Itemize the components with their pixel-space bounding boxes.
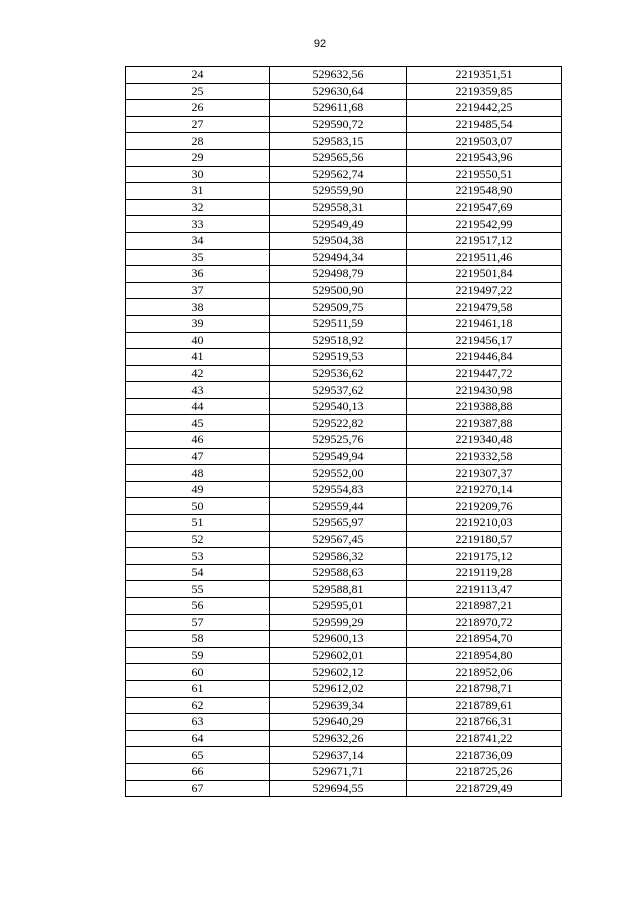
point-number-cell: 42 [126,365,270,382]
point-number-cell: 50 [126,498,270,515]
table-row [126,349,562,366]
x-coordinate-cell: 529590,72 [270,116,407,133]
y-coordinate-cell: 2219340,48 [407,432,562,449]
table-row [126,166,562,183]
point-number-cell: 39 [126,315,270,332]
x-coordinate-cell: 529554,83 [270,481,407,498]
table-row [126,149,562,166]
y-coordinate-cell: 2219479,58 [407,299,562,316]
point-number-cell: 47 [126,448,270,465]
table-row [126,415,562,432]
table-row [126,199,562,216]
point-number-cell: 59 [126,647,270,664]
coordinates-table [125,66,562,797]
x-coordinate-cell: 529640,29 [270,714,407,731]
table-row [126,465,562,482]
x-coordinate-cell: 529632,56 [270,67,407,84]
table-row [126,365,562,382]
table-row [126,481,562,498]
table-row [126,183,562,200]
page-number: 92 [313,38,327,50]
x-coordinate-cell: 529500,90 [270,282,407,299]
point-number-cell: 55 [126,581,270,598]
y-coordinate-cell: 2219543,96 [407,149,562,166]
point-number-cell: 46 [126,432,270,449]
x-coordinate-cell: 529612,02 [270,680,407,697]
x-coordinate-cell: 529600,13 [270,631,407,648]
point-number-cell: 65 [126,747,270,764]
table-row [126,67,562,84]
y-coordinate-cell: 2219175,12 [407,548,562,565]
y-coordinate-cell: 2219442,25 [407,100,562,117]
point-number-cell: 57 [126,614,270,631]
point-number-cell: 62 [126,697,270,714]
x-coordinate-cell: 529567,45 [270,531,407,548]
x-coordinate-cell: 529565,56 [270,149,407,166]
table-row [126,83,562,100]
table-row [126,332,562,349]
x-coordinate-cell: 529509,75 [270,299,407,316]
y-coordinate-cell: 2219456,17 [407,332,562,349]
y-coordinate-cell: 2219119,28 [407,564,562,581]
table-row [126,216,562,233]
table-row [126,398,562,415]
coordinates-table-body [126,67,562,797]
x-coordinate-cell: 529586,32 [270,548,407,565]
table-row [126,564,562,581]
table-row [126,680,562,697]
x-coordinate-cell: 529498,79 [270,266,407,283]
table-row [126,266,562,283]
table-row [126,581,562,598]
y-coordinate-cell: 2218789,61 [407,697,562,714]
x-coordinate-cell: 529525,76 [270,432,407,449]
point-number-cell: 44 [126,398,270,415]
point-number-cell: 28 [126,133,270,150]
y-coordinate-cell: 2219351,51 [407,67,562,84]
point-number-cell: 56 [126,598,270,615]
x-coordinate-cell: 529552,00 [270,465,407,482]
x-coordinate-cell: 529536,62 [270,365,407,382]
point-number-cell: 61 [126,680,270,697]
x-coordinate-cell: 529518,92 [270,332,407,349]
table-row [126,531,562,548]
table-row [126,498,562,515]
x-coordinate-cell: 529562,74 [270,166,407,183]
point-number-cell: 54 [126,564,270,581]
point-number-cell: 31 [126,183,270,200]
y-coordinate-cell: 2219270,14 [407,481,562,498]
x-coordinate-cell: 529694,55 [270,780,407,797]
y-coordinate-cell: 2218952,06 [407,664,562,681]
y-coordinate-cell: 2218729,49 [407,780,562,797]
x-coordinate-cell: 529583,15 [270,133,407,150]
point-number-cell: 45 [126,415,270,432]
y-coordinate-cell: 2218798,71 [407,680,562,697]
y-coordinate-cell: 2219511,46 [407,249,562,266]
point-number-cell: 34 [126,232,270,249]
table-row [126,448,562,465]
y-coordinate-cell: 2218736,09 [407,747,562,764]
point-number-cell: 53 [126,548,270,565]
x-coordinate-cell: 529522,82 [270,415,407,432]
y-coordinate-cell: 2219485,54 [407,116,562,133]
table-row [126,647,562,664]
y-coordinate-cell: 2219503,07 [407,133,562,150]
x-coordinate-cell: 529630,64 [270,83,407,100]
y-coordinate-cell: 2219447,72 [407,365,562,382]
table-row [126,133,562,150]
y-coordinate-cell: 2219446,84 [407,349,562,366]
x-coordinate-cell: 529549,49 [270,216,407,233]
x-coordinate-cell: 529494,34 [270,249,407,266]
table-row [126,548,562,565]
y-coordinate-cell: 2218725,26 [407,763,562,780]
x-coordinate-cell: 529671,71 [270,763,407,780]
table-row [126,515,562,532]
y-coordinate-cell: 2219497,22 [407,282,562,299]
point-number-cell: 52 [126,531,270,548]
x-coordinate-cell: 529559,90 [270,183,407,200]
point-number-cell: 24 [126,67,270,84]
table-row [126,598,562,615]
y-coordinate-cell: 2218954,70 [407,631,562,648]
x-coordinate-cell: 529637,14 [270,747,407,764]
table-row [126,382,562,399]
point-number-cell: 33 [126,216,270,233]
point-number-cell: 37 [126,282,270,299]
point-number-cell: 26 [126,100,270,117]
table-row [126,631,562,648]
y-coordinate-cell: 2218987,21 [407,598,562,615]
point-number-cell: 58 [126,631,270,648]
x-coordinate-cell: 529565,97 [270,515,407,532]
point-number-cell: 36 [126,266,270,283]
table-row [126,730,562,747]
table-row [126,614,562,631]
point-number-cell: 64 [126,730,270,747]
table-row [126,780,562,797]
x-coordinate-cell: 529588,81 [270,581,407,598]
table-row [126,315,562,332]
point-number-cell: 49 [126,481,270,498]
y-coordinate-cell: 2218766,31 [407,714,562,731]
point-number-cell: 51 [126,515,270,532]
y-coordinate-cell: 2219332,58 [407,448,562,465]
y-coordinate-cell: 2219210,03 [407,515,562,532]
table-row [126,116,562,133]
y-coordinate-cell: 2218970,72 [407,614,562,631]
table-row [126,432,562,449]
y-coordinate-cell: 2219542,99 [407,216,562,233]
x-coordinate-cell: 529632,26 [270,730,407,747]
table-row [126,299,562,316]
table-row [126,697,562,714]
y-coordinate-cell: 2219209,76 [407,498,562,515]
table-row [126,747,562,764]
y-coordinate-cell: 2219461,18 [407,315,562,332]
table-row [126,763,562,780]
y-coordinate-cell: 2219548,90 [407,183,562,200]
x-coordinate-cell: 529602,12 [270,664,407,681]
point-number-cell: 66 [126,763,270,780]
point-number-cell: 27 [126,116,270,133]
point-number-cell: 38 [126,299,270,316]
point-number-cell: 29 [126,149,270,166]
y-coordinate-cell: 2219359,85 [407,83,562,100]
y-coordinate-cell: 2219517,12 [407,232,562,249]
x-coordinate-cell: 529537,62 [270,382,407,399]
point-number-cell: 40 [126,332,270,349]
x-coordinate-cell: 529588,63 [270,564,407,581]
point-number-cell: 60 [126,664,270,681]
point-number-cell: 48 [126,465,270,482]
x-coordinate-cell: 529595,01 [270,598,407,615]
x-coordinate-cell: 529540,13 [270,398,407,415]
point-number-cell: 41 [126,349,270,366]
point-number-cell: 30 [126,166,270,183]
y-coordinate-cell: 2219550,51 [407,166,562,183]
x-coordinate-cell: 529599,29 [270,614,407,631]
table-row [126,249,562,266]
table-row [126,664,562,681]
point-number-cell: 35 [126,249,270,266]
point-number-cell: 67 [126,780,270,797]
y-coordinate-cell: 2219307,37 [407,465,562,482]
table-row [126,282,562,299]
y-coordinate-cell: 2219501,84 [407,266,562,283]
y-coordinate-cell: 2219113,47 [407,581,562,598]
x-coordinate-cell: 529519,53 [270,349,407,366]
point-number-cell: 63 [126,714,270,731]
y-coordinate-cell: 2218954,80 [407,647,562,664]
y-coordinate-cell: 2219180,57 [407,531,562,548]
table-row [126,714,562,731]
x-coordinate-cell: 529504,38 [270,232,407,249]
y-coordinate-cell: 2219387,88 [407,415,562,432]
point-number-cell: 43 [126,382,270,399]
y-coordinate-cell: 2219430,98 [407,382,562,399]
point-number-cell: 25 [126,83,270,100]
x-coordinate-cell: 529511,59 [270,315,407,332]
x-coordinate-cell: 529558,31 [270,199,407,216]
x-coordinate-cell: 529549,94 [270,448,407,465]
x-coordinate-cell: 529611,68 [270,100,407,117]
point-number-cell: 32 [126,199,270,216]
x-coordinate-cell: 529602,01 [270,647,407,664]
y-coordinate-cell: 2219547,69 [407,199,562,216]
x-coordinate-cell: 529639,34 [270,697,407,714]
table-row [126,232,562,249]
y-coordinate-cell: 2219388,88 [407,398,562,415]
table-row [126,100,562,117]
y-coordinate-cell: 2218741,22 [407,730,562,747]
x-coordinate-cell: 529559,44 [270,498,407,515]
